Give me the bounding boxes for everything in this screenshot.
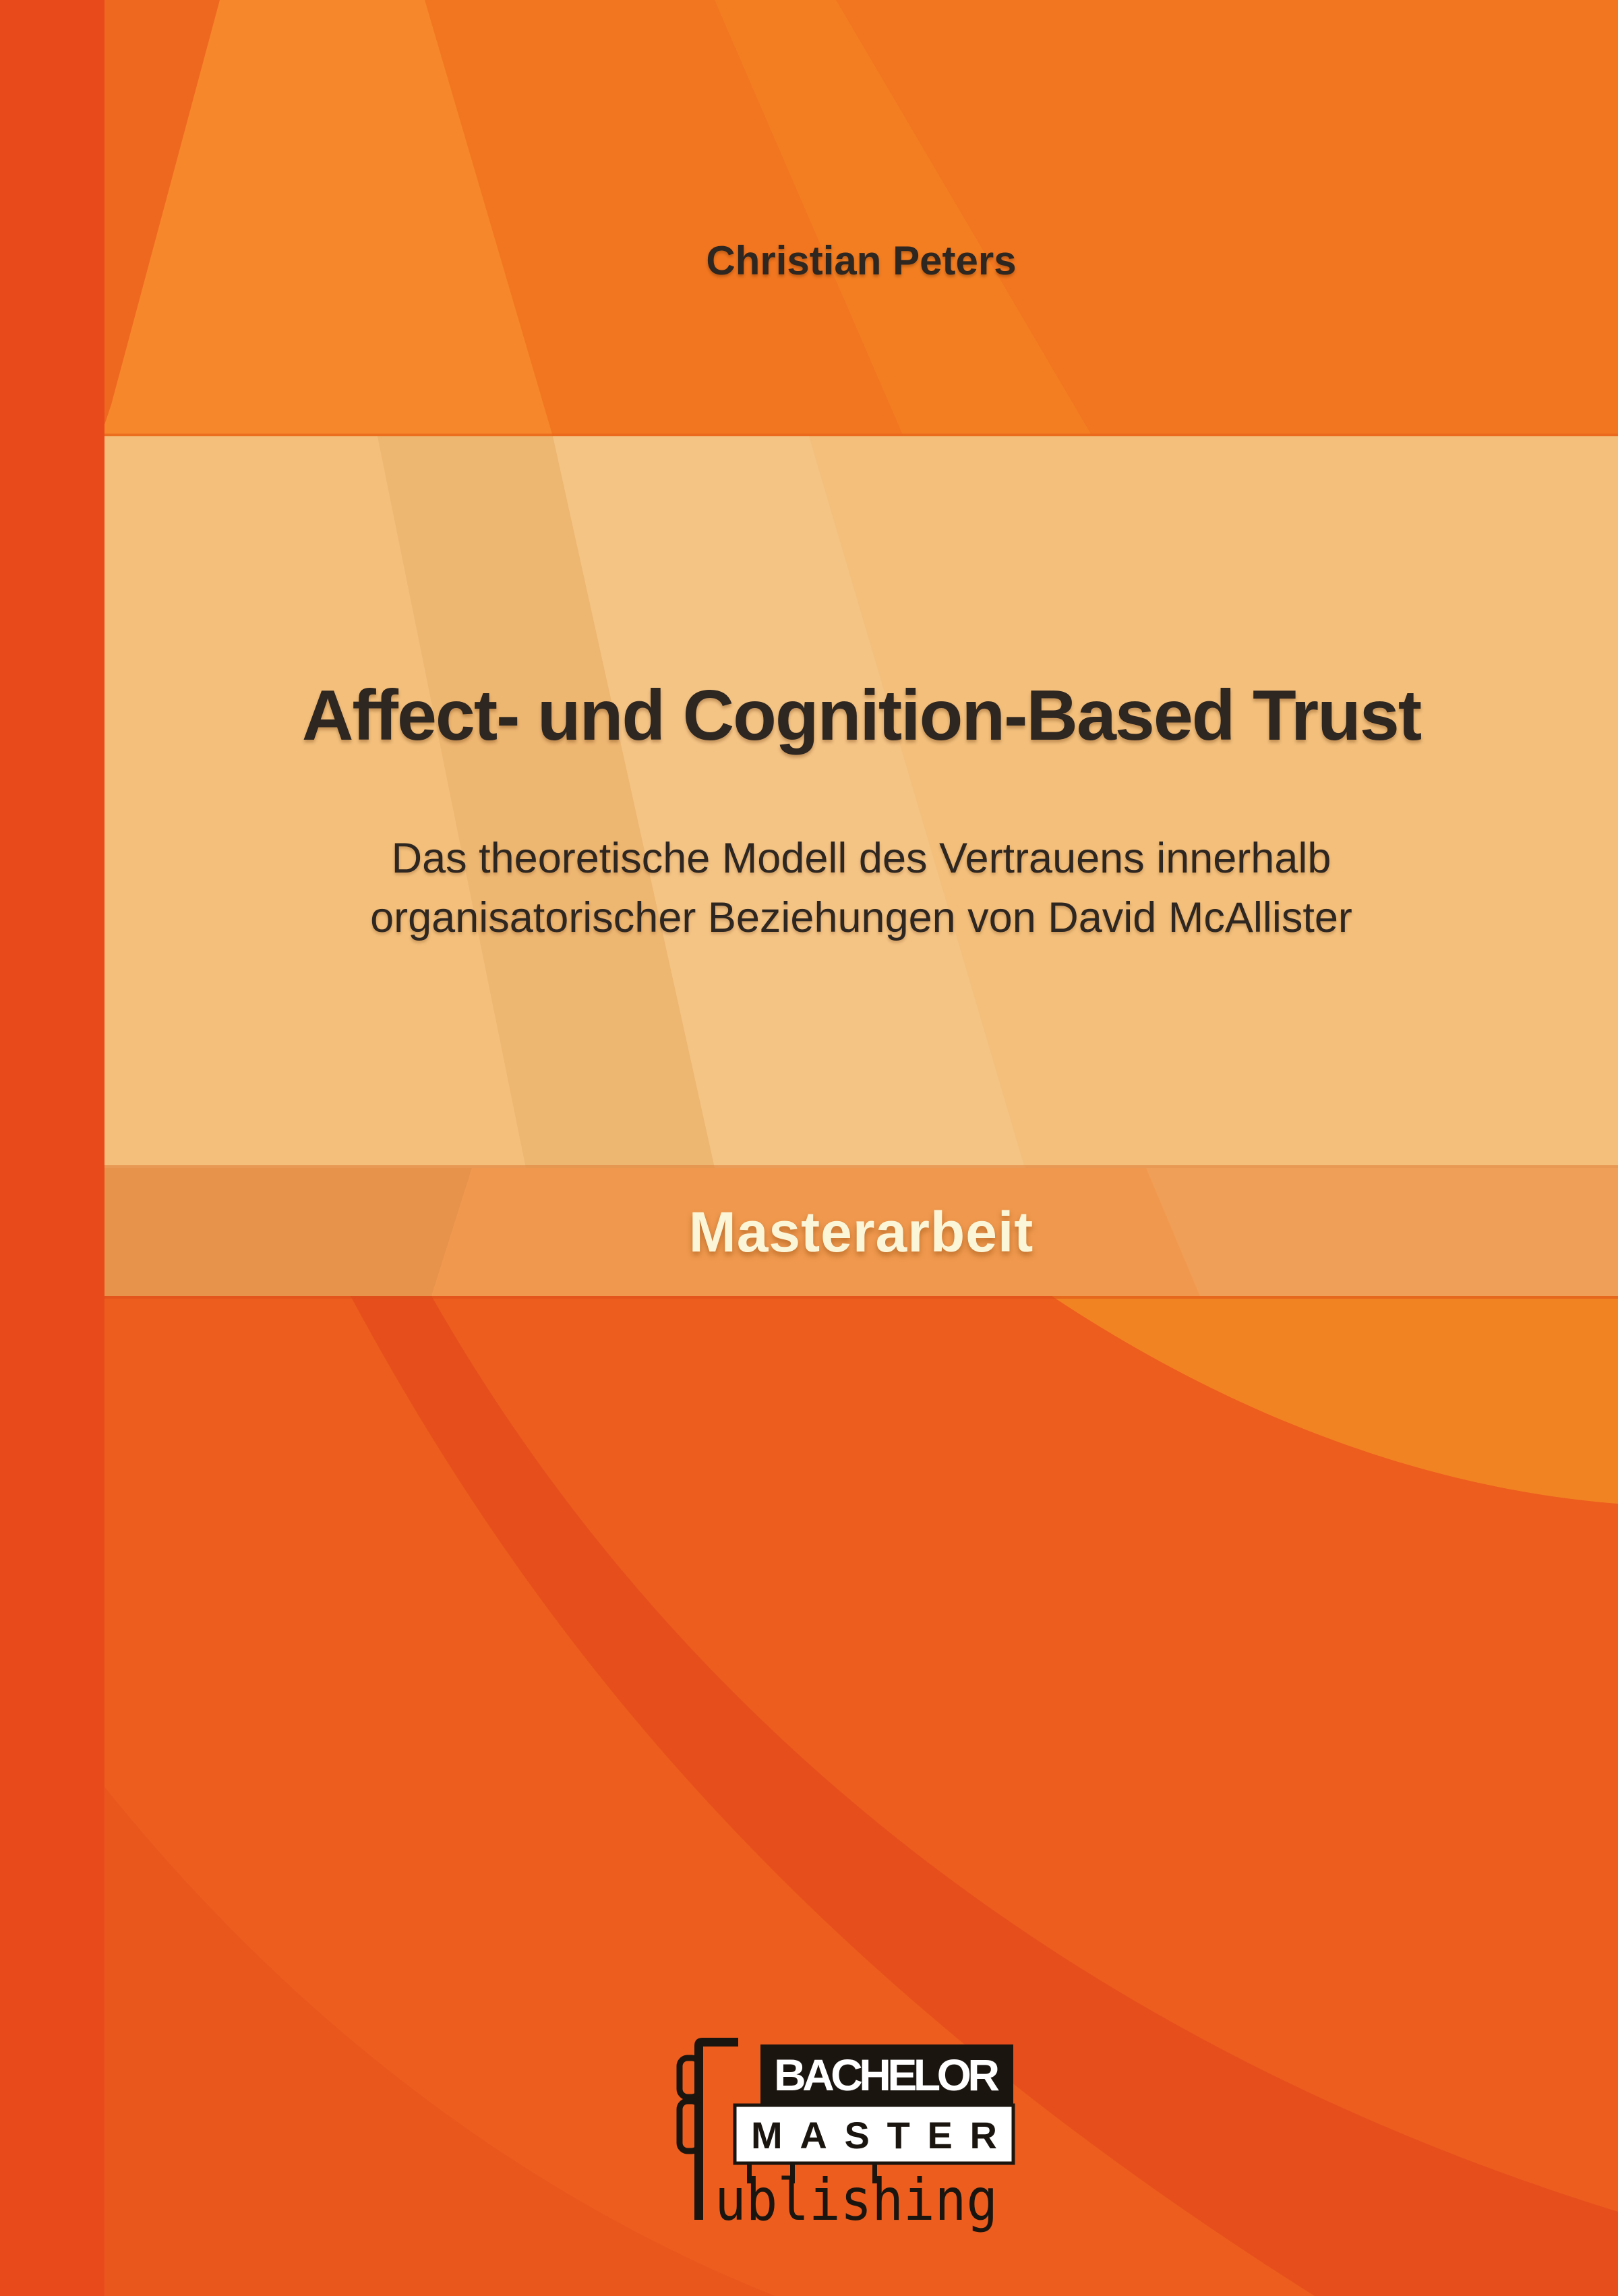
logo-b-bottom-lobe-icon [680,2101,700,2151]
book-subtitle [104,829,1618,947]
logo-master-text: MASTER [751,2114,997,2156]
publisher-logo [667,2023,1031,2245]
logo-b-top-lobe-icon [680,2058,700,2097]
subtitle-line-2: organisatorischer Beziehungen von David McAllister [370,894,1352,941]
masterarbeit-badge: Masterarbeit [688,1200,1034,1264]
book-title: Affect- und Cognition-Based Trust [301,676,1421,755]
logo-bachelor-text: BACHELOR [774,2050,1000,2100]
badge-band-bottom-edge [104,1296,1618,1299]
logo-publishing-text: ublishing [715,2167,998,2234]
author-name: Christian Peters [706,238,1017,283]
left-edge-stripe [0,0,104,2296]
subtitle-line-1: Das theoretische Modell des Vertrauens innerhalb [391,835,1331,882]
title-block [104,676,1618,947]
